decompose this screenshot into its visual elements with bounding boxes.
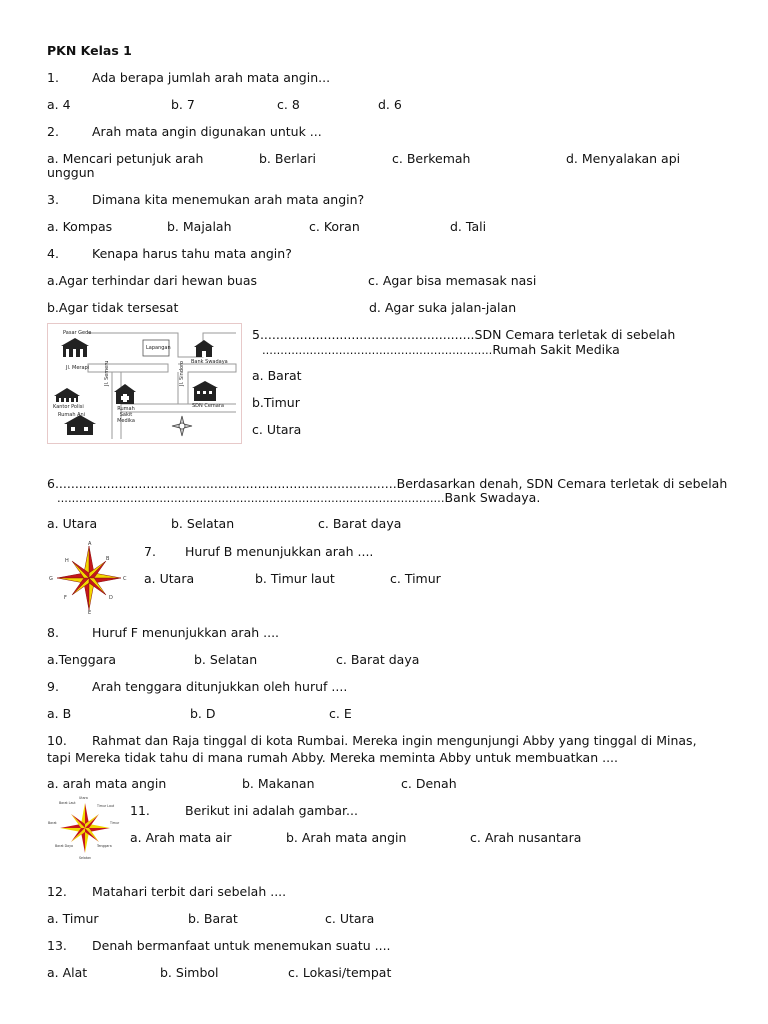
q6-option-b: b. Selatan bbox=[171, 516, 235, 531]
q10-text-line-1: Rahmat dan Raja tinggal di kota Rumbai. Mereka ingin mengunjungi Abby yang tinggal di Minas, bbox=[92, 733, 697, 748]
compass2-northwest: Barat Laut bbox=[59, 801, 76, 805]
q1-option-b: b. 7 bbox=[171, 97, 195, 112]
q3-option-b: b. Majalah bbox=[167, 219, 232, 234]
q1-number: 1. bbox=[47, 70, 59, 85]
q9-option-c: c. E bbox=[329, 706, 352, 721]
q10-text-line-2: tapi Mereka tidak tahu di mana rumah Abby. Mereka meminta Abby untuk membuatkan .... bbox=[47, 750, 618, 765]
q2-option-b: b. Berlari bbox=[259, 151, 317, 166]
q5-option-b: b.Timur bbox=[252, 395, 300, 410]
map-label-sdn: SDN Cemara bbox=[192, 403, 224, 409]
hospital-icon bbox=[114, 384, 136, 404]
map-label-rs: Rumah Sakit Medika bbox=[117, 406, 135, 424]
q12-number: 12. bbox=[47, 884, 67, 899]
q8-option-a: a.Tenggara bbox=[47, 652, 117, 667]
q8-option-b: b. Selatan bbox=[194, 652, 258, 667]
q7-option-c: c. Timur bbox=[390, 571, 441, 586]
school-icon bbox=[192, 381, 218, 401]
map-label-sindoro: Jl. Sindoro bbox=[179, 360, 185, 386]
q2-option-a: a. Mencari petunjuk arah bbox=[47, 151, 204, 166]
q1-text: Ada berapa jumlah arah mata angin... bbox=[92, 70, 331, 85]
compass-letter-f: F bbox=[64, 595, 67, 601]
compass-letter-d: D bbox=[109, 595, 113, 601]
q12-option-c: c. Utara bbox=[325, 911, 375, 926]
q12-option-a: a. Timur bbox=[47, 911, 99, 926]
q12-option-b: b. Barat bbox=[188, 911, 238, 926]
map-label-ani: Rumah Ani bbox=[58, 412, 86, 418]
map-label-lapangan: Lapangan bbox=[146, 345, 171, 351]
compass2-southwest: Barat Daya bbox=[55, 844, 73, 848]
map-compass-icon bbox=[172, 416, 192, 436]
q3-option-d: d. Tali bbox=[450, 219, 487, 234]
q5-line-2 bbox=[262, 342, 620, 358]
q13-option-b: b. Simbol bbox=[160, 965, 219, 980]
neighborhood-map bbox=[47, 323, 242, 444]
compass-letter-g: G bbox=[49, 576, 53, 582]
q5-line-2-text: Rumah Sakit Medika bbox=[492, 342, 620, 357]
q5-option-c: c. Utara bbox=[252, 422, 302, 437]
q10-option-b: b. Makanan bbox=[242, 776, 315, 791]
q4-number: 4. bbox=[47, 246, 59, 261]
q1-option-d: d. 6 bbox=[378, 97, 402, 112]
q11-option-c: c. Arah nusantara bbox=[470, 830, 582, 845]
q8-option-c: c. Barat daya bbox=[336, 652, 420, 667]
q7-number: 7. bbox=[144, 544, 156, 559]
q11-option-a: a. Arah mata air bbox=[130, 830, 232, 845]
q11-number: 11. bbox=[130, 803, 150, 818]
q1-option-a: a. 4 bbox=[47, 97, 71, 112]
q9-number: 9. bbox=[47, 679, 59, 694]
q2-option-d-continued: unggun bbox=[47, 165, 95, 180]
q6-line-2-text: Bank Swadaya. bbox=[444, 490, 541, 505]
q12-text: Matahari terbit dari sebelah .... bbox=[92, 884, 287, 899]
q7-option-a: a. Utara bbox=[144, 571, 195, 586]
bank-icon bbox=[194, 340, 214, 357]
q2-option-d: d. Menyalakan api bbox=[566, 151, 681, 166]
q2-number: 2. bbox=[47, 124, 59, 139]
q13-number: 13. bbox=[47, 938, 67, 953]
map-label-bank: Bank Swadaya bbox=[191, 359, 228, 365]
q8-text: Huruf F menunjukkan arah .... bbox=[92, 625, 280, 640]
q4-option-d: d. Agar suka jalan-jalan bbox=[369, 300, 517, 315]
pasar-icon bbox=[61, 338, 89, 357]
house-icon bbox=[64, 415, 96, 435]
q13-text: Denah bermanfaat untuk menemukan suatu .... bbox=[92, 938, 391, 953]
q6-line-2-dots: .......................................................................................................... bbox=[57, 491, 445, 505]
q6-option-a: a. Utara bbox=[47, 516, 98, 531]
q4-option-b: b.Agar tidak tersesat bbox=[47, 300, 179, 315]
q6-line-2 bbox=[57, 490, 540, 506]
q3-text: Dimana kita menemukan arah mata angin? bbox=[92, 192, 365, 207]
q4-option-a: a.Agar terhindar dari hewan buas bbox=[47, 273, 258, 288]
q10-number: 10. bbox=[47, 733, 67, 748]
q11-text: Berikut ini adalah gambar... bbox=[185, 803, 358, 818]
q7-option-b: b. Timur laut bbox=[255, 571, 335, 586]
compass2-northeast: Timur Laut bbox=[97, 804, 115, 808]
q1-option-c: c. 8 bbox=[277, 97, 300, 112]
map-label-merapi: Jl. Merapi bbox=[66, 365, 90, 371]
q13-option-a: a. Alat bbox=[47, 965, 88, 980]
map-drawing bbox=[48, 324, 241, 443]
map-label-pasar: Pasar Gede bbox=[63, 330, 92, 336]
compass-letter-h: H bbox=[65, 558, 69, 564]
q3-option-a: a. Kompas bbox=[47, 219, 113, 234]
page-title: PKN Kelas 1 bbox=[47, 43, 132, 58]
compass-rose-lettered bbox=[47, 541, 129, 615]
q5-line-1: 5......................................................SDN Cemara terletak di sebelah bbox=[252, 327, 676, 342]
q10-option-c: c. Denah bbox=[401, 776, 457, 791]
q3-option-c: c. Koran bbox=[309, 219, 360, 234]
compass2-south: Selatan bbox=[79, 856, 92, 860]
compass2-east: Timur bbox=[110, 821, 120, 825]
map-label-polisi: Kantor Polisi bbox=[53, 404, 84, 410]
q10-option-a: a. arah mata angin bbox=[47, 776, 167, 791]
q8-number: 8. bbox=[47, 625, 59, 640]
q13-option-c: c. Lokasi/tempat bbox=[288, 965, 392, 980]
q4-option-c: c. Agar bisa memasak nasi bbox=[368, 273, 537, 288]
q2-text: Arah mata angin digunakan untuk ... bbox=[92, 124, 322, 139]
q2-option-c: c. Berkemah bbox=[392, 151, 471, 166]
q3-number: 3. bbox=[47, 192, 59, 207]
q5-option-a: a. Barat bbox=[252, 368, 302, 383]
q6-line-1: 6......................................................................................Berdasarkan denah, SDN Cemara terletak di sebelah bbox=[47, 476, 728, 491]
police-icon bbox=[54, 388, 80, 402]
q9-option-a: a. B bbox=[47, 706, 72, 721]
q6-option-c: c. Barat daya bbox=[318, 516, 402, 531]
compass2-west: Barat bbox=[48, 821, 57, 825]
q9-option-b: b. D bbox=[190, 706, 216, 721]
compass2-southeast: Tenggara bbox=[97, 844, 112, 848]
compass2-north: Utara bbox=[79, 796, 88, 800]
compass-letter-c: C bbox=[123, 576, 127, 582]
compass-rose-labeled bbox=[47, 795, 123, 861]
q5-line-2-dots: ............................................................... bbox=[262, 343, 493, 357]
compass-letter-e: E bbox=[88, 610, 92, 615]
q11-option-b: b. Arah mata angin bbox=[286, 830, 407, 845]
q9-text: Arah tenggara ditunjukkan oleh huruf .... bbox=[92, 679, 348, 694]
map-label-semeru: Jl. Semeru bbox=[104, 360, 110, 386]
compass-letter-b: B bbox=[106, 556, 110, 562]
q4-text: Kenapa harus tahu mata angin? bbox=[92, 246, 292, 261]
q7-text: Huruf B menunjukkan arah .... bbox=[185, 544, 374, 559]
compass-letter-a: A bbox=[88, 541, 92, 547]
